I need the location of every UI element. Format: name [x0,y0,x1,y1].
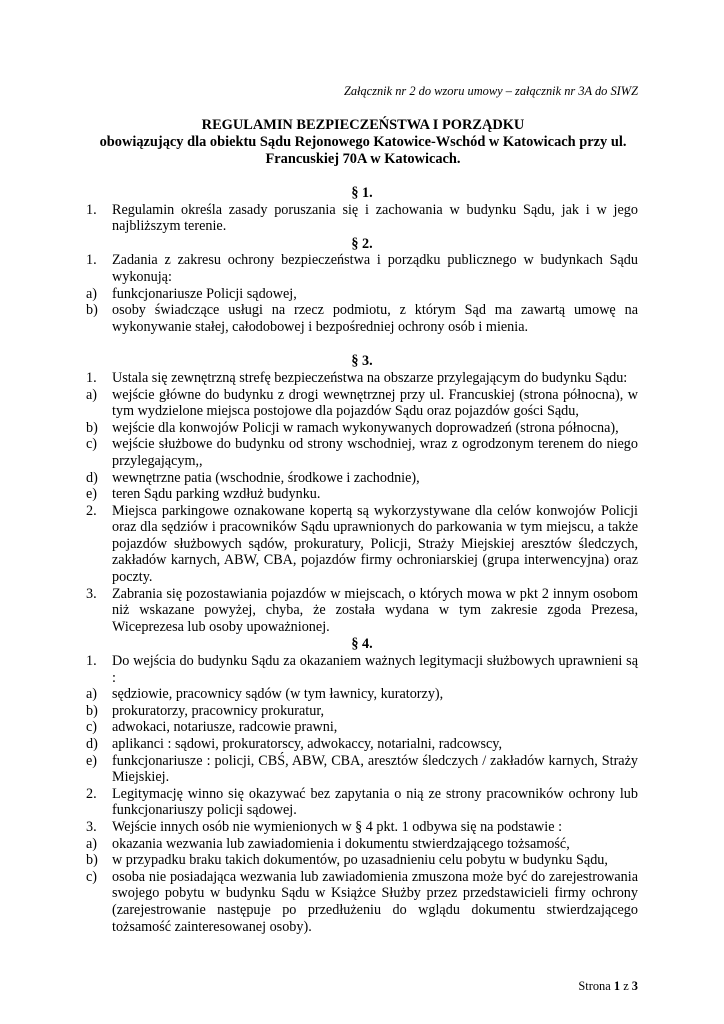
list-item-text: osoby świadczące usługi na rzecz podmiotu, z którym Sąd ma zawartą umowę na wykonywanie stałej, całodobowej i bezpośredniej ochrony osób i mienia. [112,302,638,335]
section-heading: § 1. [351,185,373,201]
list-item-marker: a) [86,686,98,703]
list-item-marker: b) [86,302,98,319]
list-item-marker: a) [86,835,98,852]
list-item-marker: 2. [86,785,97,802]
list-item [86,836,638,853]
list-item-marker: 1. [86,252,97,269]
list-item-text: wejście dla konwojów Policji w ramach wykonywanych doprowadzeń (strona północna), [112,419,619,436]
list-item-marker: 2. [86,502,97,519]
list-item-text: wewnętrzne patia (wschodnie, środkowe i zachodnie), [112,469,420,486]
page-footer [578,979,638,993]
list-item-marker: e) [86,752,98,769]
list-item-marker: 3. [86,585,97,602]
list-item [86,387,638,420]
list-item-text: Ustala się zewnętrzną strefę bezpieczeństwa na obszarze przylegającym do budynku Sądu: [112,369,628,386]
list-item-marker: b) [86,702,98,719]
section-heading: § 2. [351,235,373,252]
list-item [86,653,638,686]
list-item-text: wejście główne do budynku z drogi wewnętrznej przy ul. Francuskiej (strona północna), w tym wydzielone miejsca postojowe dla pojazdów Sądu oraz pojazdów gości Sądu, [112,386,638,420]
list-item [86,703,638,720]
section-heading: § 4. [351,636,373,653]
list-item-marker: 1. [86,653,97,670]
list-item [86,686,638,703]
list-item [86,302,638,335]
list-item-marker: 1. [86,201,97,218]
list-item-marker: b) [86,419,98,436]
footer-page-number: 1 [613,979,621,993]
list-item-text: prokuratorzy, pracownicy prokuratur, [112,702,325,719]
list-item-text: Zabrania się pozostawiania pojazdów w miejscach, o których mowa w pkt 2 innym osobom niż wskazane powyżej, chyba, że została wydana w tym zakresie zgoda Prezesa, Wiceprezesa lub osoby upoważnionej. [112,585,638,635]
title-line-3: Francuskiej 70A w Katowicach. [265,151,461,167]
list-item-text: wejście służbowe do budynku od strony wschodniej, wraz z ogrodzonym terenem do niego przylegającym,, [112,436,638,469]
footer-label: Strona [578,979,611,993]
list-item-marker: a) [86,386,98,403]
list-item-text: sędziowie, pracownicy sądów (w tym ławnicy, kuratorzy), [112,686,444,703]
list-item-marker: 1. [86,369,97,386]
list-item-text: Legitymację winno się okazywać bez zapytania o nią ze strony pracowników ochrony lub funkcjonariuszy policji sądowej. [112,785,638,819]
footer-page-total: 3 [631,979,638,993]
document-title [80,117,646,168]
footer-separator: z [623,979,629,993]
document-body [86,184,638,935]
list-item-marker: e) [86,486,98,503]
list-item [86,470,638,487]
list-item-text: teren Sądu parking wzdłuż budynku. [112,486,321,503]
list-item-marker: c) [86,868,98,885]
list-item-text: aplikanci : sądowi, prokuratorscy, adwokaccy, notarialni, radcowscy, [112,736,503,752]
list-item-text: osoba nie posiadająca wezwania lub zawiadomienia zmuszona może być do zarejestrowania swojego pobytu w budynku Sądu w Książce Służby przez przedstawicieli firmy ochrony (zarejestrowanie następuje po przedłużeniu do wglądu dokumentu stwierdzającego tożsamość zainteresowanej osoby). [112,868,638,935]
section-heading: § 3. [351,353,373,370]
list-item [86,202,638,235]
list-item [86,252,638,285]
list-item-marker: c) [86,719,98,736]
list-item-text: okazania wezwania lub zawiadomienia i dokumentu stwierdzającego tożsamość, [112,835,570,852]
header-note: Załącznik nr 2 do wzoru umowy – załącznik nr 3A do SIWZ [343,84,638,98]
list-item-marker: d) [86,736,98,752]
list-item [86,719,638,736]
list-item-text: Zadania z zakresu ochrony bezpieczeństwa i porządku publicznego w budynkach Sądu wykonują: [112,252,638,285]
list-item-marker: 3. [86,818,97,835]
list-item [86,753,638,786]
list-item-text: adwokaci, notariusze, radcowie prawni, [112,719,338,736]
list-item [86,786,638,819]
list-item [86,370,638,387]
list-item [86,869,638,935]
list-item-text: w przypadku braku takich dokumentów, po uzasadnieniu celu pobytu w budynku Sądu, [112,852,608,869]
list-item [86,852,638,869]
title-line-2: obowiązujący dla obiektu Sądu Rejonowego Katowice-Wschód w Katowicach przy ul. [99,134,627,150]
title-line-1: REGULAMIN BEZPIECZEŃSTWA I PORZĄDKU [201,117,525,133]
list-item [86,286,638,303]
list-item-text: funkcjonariusze Policji sądowej, [112,285,297,302]
list-item-marker: c) [86,436,98,453]
list-item [86,586,638,636]
list-item-marker: d) [86,469,98,486]
list-item-text: Miejsca parkingowe oznakowane kopertą są wykorzystywane dla celów konwojów Policji oraz dla sędziów i pracowników Sądu uprawnionych do parkowania w tym miejscu, a także pojazdów służbowych sądów, prokuratury, Policji, Straży Miejskiej aresztów śledczych, zakładów karnych, ABW, CBA, pojazdów firmy ochroniarskiej (grupa interwencyjna) oraz poczty. [112,502,638,586]
list-item [86,819,638,836]
list-item [86,503,638,586]
list-item-text: funkcjonariusze : policji, CBŚ, ABW, CBA, aresztów śledczych / zakładów karnych, Straży Miejskiej. [112,752,638,786]
list-item [86,486,638,503]
list-item-marker: b) [86,852,98,869]
list-item [86,436,638,469]
list-item [86,420,638,437]
list-item-text: Do wejścia do budynku Sądu za okazaniem ważnych legitymacji służbowych uprawnieni są : [112,653,638,686]
list-item-text: Wejście innych osób nie wymienionych w § 4 pkt. 1 odbywa się na podstawie : [112,818,563,835]
list-item-text: Regulamin określa zasady poruszania się i zachowania w budynku Sądu, jak i w jego najbliższym terenie. [112,201,638,235]
list-item [86,736,638,753]
list-item-marker: a) [86,285,98,302]
